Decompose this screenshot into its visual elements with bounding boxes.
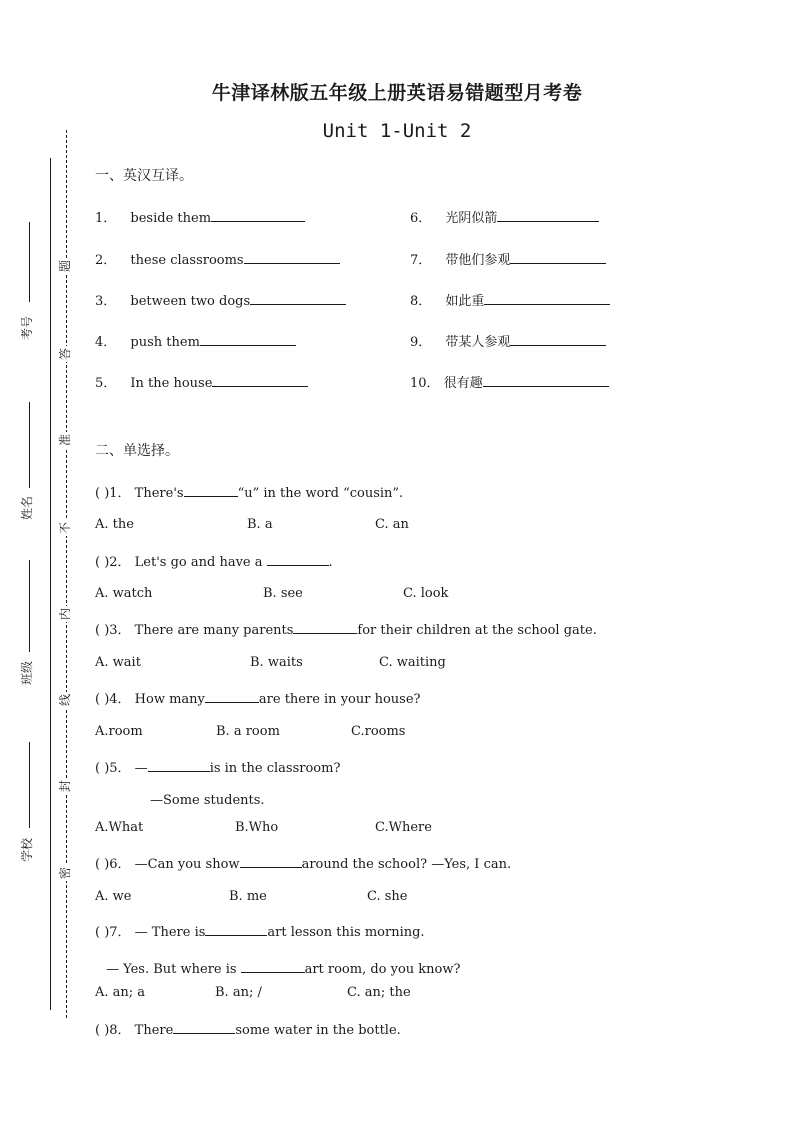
- answer-blank[interactable]: [211, 207, 305, 222]
- answer-blank[interactable]: [244, 249, 340, 264]
- option-a[interactable]: A.What: [95, 820, 144, 835]
- question-7-tail: art lesson this morning.: [267, 925, 425, 940]
- option-a[interactable]: A.room: [95, 724, 143, 739]
- question-7-line2-tail: art room, do you know?: [304, 962, 461, 977]
- answer-blank[interactable]: [483, 372, 609, 387]
- option-c[interactable]: C.rooms: [351, 724, 406, 739]
- question-4: [95, 688, 421, 707]
- vocab-item: [410, 207, 599, 226]
- option-c[interactable]: C. waiting: [379, 655, 446, 670]
- answer-blank[interactable]: [250, 290, 346, 305]
- vocab-text: 光阴似箭: [445, 211, 498, 226]
- question-1-tail: “u” in the word “cousin”.: [237, 486, 404, 501]
- vocab-text: these classrooms: [130, 253, 244, 268]
- seal-char-zhun: 准: [58, 434, 72, 447]
- question-6-tail: around the school? —Yes, I can.: [301, 857, 512, 872]
- question-4-stem: ( )4． How many: [95, 692, 205, 707]
- xingming-underline: [29, 402, 30, 488]
- question-5-tail: is in the classroom?: [209, 761, 341, 776]
- answer-blank[interactable]: [240, 853, 302, 868]
- question-8-stem: ( )8． There: [95, 1023, 174, 1038]
- question-2-tail: .: [328, 555, 333, 570]
- vocab-text: In the house: [130, 376, 213, 391]
- option-b[interactable]: B. a room: [216, 724, 280, 739]
- seal-char-xian: 线: [58, 694, 72, 707]
- page-subtitle: Unit 1-Unit 2: [322, 120, 472, 142]
- question-1-stem: ( )1． There's: [95, 486, 184, 501]
- seal-char-feng: 封: [58, 780, 72, 793]
- question-3-tail: for their children at the school gate.: [357, 623, 597, 638]
- option-a[interactable]: A. the: [95, 517, 134, 532]
- answer-blank[interactable]: [148, 757, 210, 772]
- option-b[interactable]: B. waits: [250, 655, 303, 670]
- option-a[interactable]: A. wait: [95, 655, 141, 670]
- label-kaohao: 考号: [20, 315, 34, 340]
- vocab-number: 3．: [95, 294, 117, 309]
- answer-blank[interactable]: [510, 331, 606, 346]
- binding-solid-line: [50, 158, 51, 1010]
- answer-blank[interactable]: [497, 207, 599, 222]
- answer-blank[interactable]: [205, 921, 267, 936]
- question-8-tail: some water in the bottle.: [235, 1023, 401, 1038]
- label-xuexiao: 学校: [20, 837, 34, 862]
- answer-blank[interactable]: [184, 482, 238, 497]
- section1-heading: 一、英汉互译。: [95, 168, 193, 184]
- question-3: [95, 619, 597, 638]
- question-4-tail: are there in your house?: [258, 692, 421, 707]
- question-5-stem: ( )5． —: [95, 761, 148, 776]
- question-5-response: —Some students.: [150, 793, 265, 808]
- option-c[interactable]: C.Where: [375, 820, 432, 835]
- answer-blank[interactable]: [212, 372, 308, 387]
- vocab-text: 带他们参观: [445, 253, 511, 268]
- vocab-number: 2．: [95, 253, 117, 268]
- vocab-text: 很有趣: [443, 376, 483, 391]
- kaohao-underline: [29, 222, 30, 302]
- question-7-stem: ( )7． — There is: [95, 925, 206, 940]
- vocab-number: 6．: [410, 211, 432, 226]
- option-c[interactable]: C. she: [367, 889, 408, 904]
- option-b[interactable]: B. a: [247, 517, 273, 532]
- option-b[interactable]: B. me: [229, 889, 267, 904]
- section2-heading: 二、单选择。: [95, 443, 179, 459]
- question-7: [95, 921, 425, 940]
- vocab-number: 1．: [95, 211, 117, 226]
- question-5: [95, 757, 340, 776]
- seal-char-mi: 密: [58, 867, 72, 880]
- option-b[interactable]: B.Who: [235, 820, 279, 835]
- answer-blank[interactable]: [510, 249, 606, 264]
- vocab-text: push them: [130, 335, 200, 350]
- question-2: [95, 551, 333, 570]
- option-b[interactable]: B. see: [263, 586, 303, 601]
- vocab-text: 带某人参观: [445, 335, 511, 350]
- question-8: [95, 1019, 401, 1038]
- answer-blank[interactable]: [200, 331, 296, 346]
- option-a[interactable]: A. watch: [95, 586, 153, 601]
- page-title: 牛津译林版五年级上册英语易错题型月考卷: [211, 82, 583, 104]
- vocab-text: 如此重: [445, 294, 485, 309]
- question-3-stem: ( )3． There are many parents: [95, 623, 294, 638]
- answer-blank[interactable]: [293, 619, 357, 634]
- vocab-number: 7．: [410, 253, 432, 268]
- option-a[interactable]: A. an; a: [95, 985, 146, 1000]
- vocab-number: 10．: [410, 376, 440, 391]
- vocab-item: [95, 331, 296, 350]
- seal-char-nei: 内: [58, 608, 72, 621]
- vocab-item: [95, 372, 308, 391]
- banji-underline: [29, 560, 30, 652]
- answer-blank[interactable]: [484, 290, 610, 305]
- option-b[interactable]: B. an; /: [215, 985, 262, 1000]
- vocab-item: [410, 372, 609, 391]
- option-c[interactable]: C. an: [375, 517, 409, 532]
- vocab-number: 4．: [95, 335, 117, 350]
- question-2-stem: ( )2． Let's go and have a: [95, 555, 263, 570]
- answer-blank[interactable]: [241, 958, 305, 973]
- question-7-line2-stem: — Yes. But where is: [106, 962, 237, 977]
- seal-char-da: 答: [58, 348, 72, 361]
- vocab-item: [410, 249, 606, 268]
- seal-char-ti: 题: [58, 260, 72, 273]
- vocab-item: [95, 207, 305, 226]
- answer-blank[interactable]: [205, 688, 259, 703]
- vocab-item: [410, 290, 610, 309]
- answer-blank[interactable]: [173, 1019, 235, 1034]
- question-6: [95, 853, 511, 872]
- vocab-number: 9．: [410, 335, 432, 350]
- vocab-number: 8．: [410, 294, 432, 309]
- vocab-text: beside them: [130, 211, 212, 226]
- vocab-item: [410, 331, 606, 350]
- vocab-text: between two dogs: [130, 294, 251, 309]
- answer-blank[interactable]: [267, 551, 329, 566]
- option-c[interactable]: C. an; the: [347, 985, 411, 1000]
- xuexiao-underline: [29, 742, 30, 828]
- vocab-number: 5．: [95, 376, 117, 391]
- label-xingming: 姓名: [20, 495, 34, 520]
- label-banji: 班级: [20, 660, 34, 685]
- question-1: [95, 482, 403, 501]
- vocab-item: [95, 290, 346, 309]
- question-7-line2: [106, 958, 460, 977]
- option-a[interactable]: A. we: [95, 889, 132, 904]
- question-6-stem: ( )6． —Can you show: [95, 857, 240, 872]
- seal-char-bu: 不: [58, 522, 72, 535]
- option-c[interactable]: C. look: [403, 586, 449, 601]
- vocab-item: [95, 249, 340, 268]
